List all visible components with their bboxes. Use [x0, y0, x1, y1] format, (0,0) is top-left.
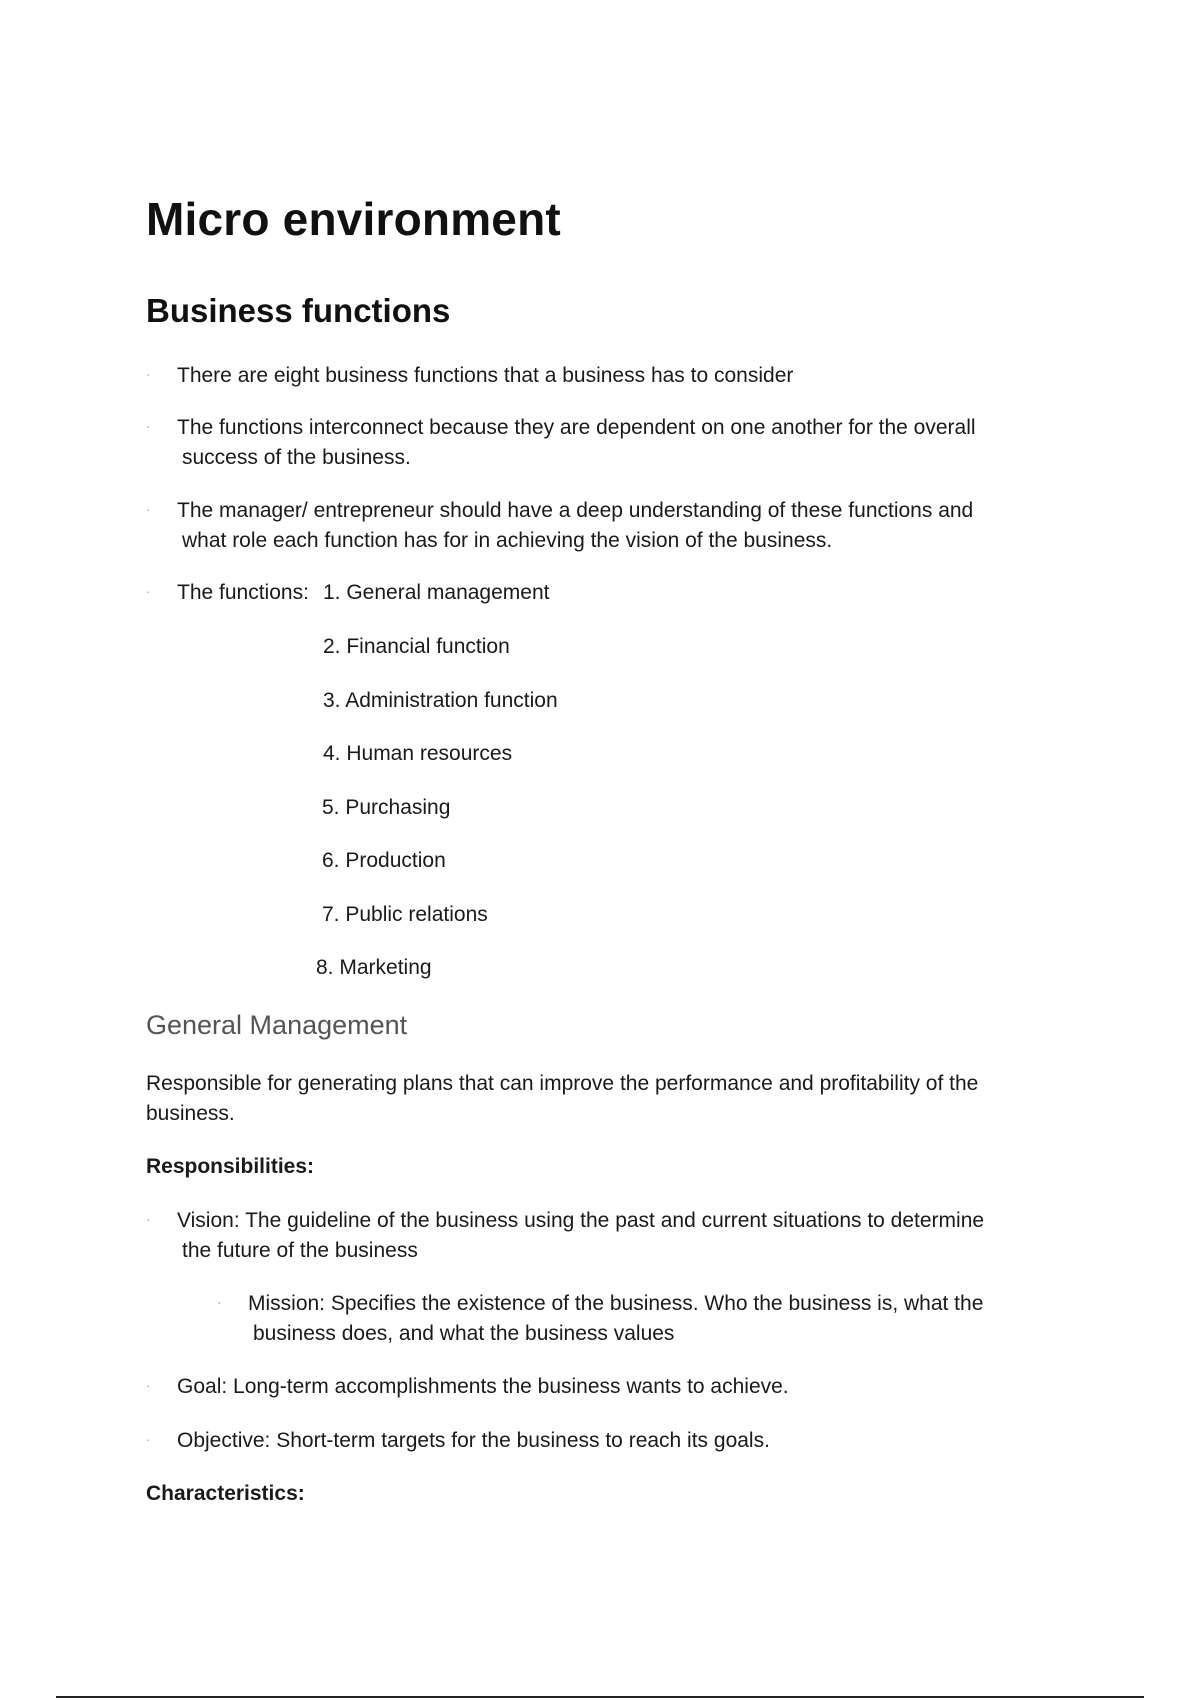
bullet-marker: ·	[146, 583, 151, 599]
bullet-marker: ·	[146, 1211, 151, 1227]
bullet-interconnect-line1: The functions interconnect because they are dependent on one another for the overall	[177, 416, 976, 439]
bullet-eight-functions: There are eight business functions that a business has to consider	[177, 364, 794, 387]
objective-text: Objective: Short-term targets for the business to reach its goals.	[177, 1429, 770, 1452]
function-item-administration: 3. Administration function	[323, 689, 558, 712]
vision-line1: Vision: The guideline of the business using the past and current situations to determine	[177, 1209, 985, 1232]
bullet-marker: ·	[146, 501, 151, 517]
bullet-manager-line1: The manager/ entrepreneur should have a deep understanding of these functions and	[177, 499, 974, 522]
bullet-interconnect-line2: success of the business.	[182, 446, 411, 469]
bullet-marker: ·	[146, 1377, 151, 1393]
function-item-human-resources: 4. Human resources	[323, 742, 513, 765]
mission-line1: Mission: Specifies the existence of the business. Who the business is, what the	[248, 1292, 984, 1315]
bullet-marker: ·	[217, 1294, 222, 1310]
bullet-marker: ·	[146, 1431, 151, 1447]
gm-description-line1: Responsible for generating plans that can improve the performance and profitability of the	[146, 1072, 979, 1095]
section-heading: Business functions	[146, 292, 451, 329]
page-bottom-rule	[56, 1696, 1144, 1698]
function-item-general-management: 1. General management	[323, 581, 550, 604]
mission-line2: business does, and what the business values	[253, 1322, 675, 1345]
bullet-marker: ·	[146, 418, 151, 434]
function-item-purchasing: 5. Purchasing	[322, 796, 451, 819]
gm-description-line2: business.	[146, 1102, 235, 1125]
responsibilities-label: Responsibilities:	[146, 1155, 315, 1178]
function-item-marketing: 8. Marketing	[316, 956, 432, 979]
bullet-marker: ·	[146, 366, 151, 382]
functions-label: The functions:	[177, 581, 309, 604]
bullet-manager-line2: what role each function has for in achieving the vision of the business.	[182, 529, 833, 552]
function-item-production: 6. Production	[322, 849, 446, 872]
vision-line2: the future of the business	[182, 1239, 418, 1262]
function-item-public-relations: 7. Public relations	[322, 903, 488, 926]
page-title: Micro environment	[146, 193, 561, 245]
goal-text: Goal: Long-term accomplishments the business wants to achieve.	[177, 1375, 789, 1398]
characteristics-label: Characteristics:	[146, 1482, 305, 1505]
function-item-financial: 2. Financial function	[323, 635, 510, 658]
subsection-heading: General Management	[146, 1010, 408, 1040]
